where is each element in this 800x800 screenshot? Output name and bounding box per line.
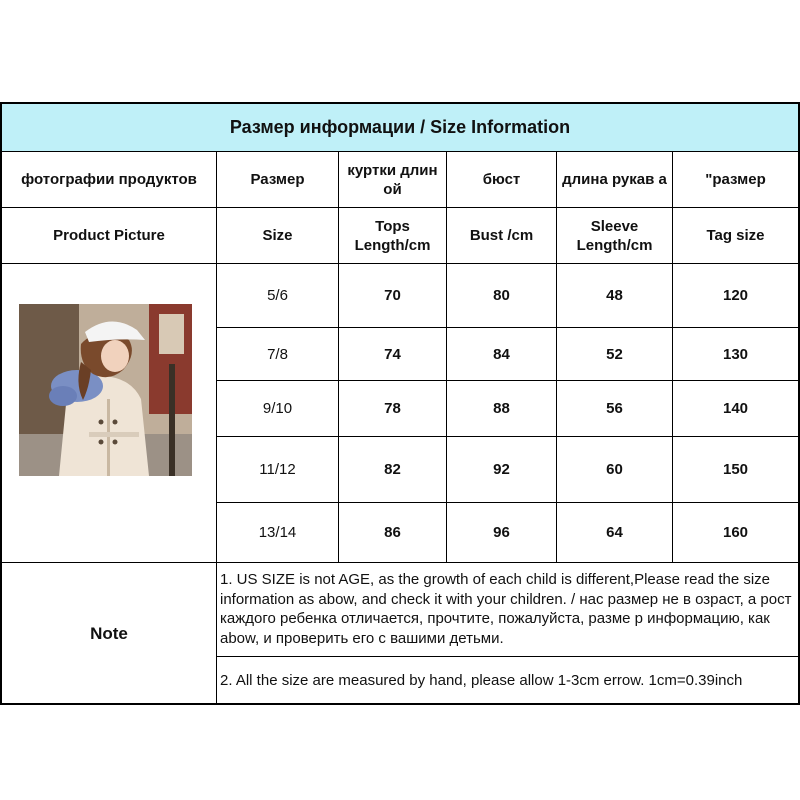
row-1-size: 5/6: [267, 287, 288, 304]
title-band: [0, 102, 800, 152]
row-4-tag: 150: [722, 461, 749, 478]
row-1-length: 70: [384, 287, 401, 304]
row-2-sleeve: 52: [606, 345, 623, 363]
header-en-length: Tops Length/cm: [354, 217, 431, 254]
product-photo: [19, 304, 192, 476]
table-bottom-border: [0, 703, 800, 705]
row-1-tag: 120: [722, 287, 749, 304]
row-3-tag: 140: [722, 400, 749, 417]
header-ru-sleeve: длина рукав а: [562, 171, 667, 188]
header-en-tag: Tag size: [706, 227, 765, 244]
note-line-2: 2. All the size are measured by hand, please allow 1-3cm errow. 1cm=0.39inch: [220, 672, 743, 689]
header-en-product: Product Picture: [53, 227, 165, 244]
row-1-sleeve: 48: [606, 287, 623, 304]
row-1-bust: 80: [493, 287, 510, 304]
row-4-size: 11/12: [259, 461, 296, 478]
row-5-tag: 160: [722, 524, 749, 541]
row-5-bust: 96: [493, 524, 510, 541]
row-4-sleeve: 60: [606, 461, 623, 478]
header-ru-bust: бюст: [482, 171, 521, 188]
row-3-sleeve: 56: [606, 400, 623, 417]
product-photo-illustration: [19, 304, 192, 476]
row-2-length: 74: [384, 345, 401, 363]
row-5-sleeve: 64: [606, 524, 623, 541]
row-2-size: 7/8: [267, 345, 288, 363]
note-label: Note: [90, 623, 128, 643]
row-5-length: 86: [384, 524, 401, 541]
header-en-sleeve: Sleeve Length/cm: [576, 217, 653, 254]
header-ru-length: куртки длин ой: [347, 161, 438, 198]
header-en-bust: Bust /cm: [469, 227, 534, 244]
header-en-size: Size: [262, 227, 293, 244]
header-ru-tag: "размер: [705, 171, 766, 188]
row-2-tag: 130: [722, 345, 749, 363]
header-ru-product: фотографии продуктов: [21, 171, 197, 188]
header-ru-size: Размер: [250, 171, 305, 188]
row-2-bust: 84: [493, 345, 510, 363]
chart-title: Размер информации / Size Information: [229, 117, 571, 137]
row-3-length: 78: [384, 400, 401, 417]
note-line-1: 1. US SIZE is not AGE, as the growth of each child is different,Please read the size information as abow, and check it with your children. / нас размер не в озраст, а рост каждого ребенка отличается, прочтите, пожалуйста, разме р информацию, как abow, и проверить его с вашими детьми.: [220, 571, 792, 647]
row-divider: [216, 656, 800, 657]
row-4-length: 82: [384, 461, 401, 478]
row-3-size: 9/10: [262, 400, 293, 417]
row-3-bust: 88: [493, 400, 510, 417]
row-4-bust: 92: [493, 461, 510, 478]
row-5-size: 13/14: [258, 524, 297, 541]
